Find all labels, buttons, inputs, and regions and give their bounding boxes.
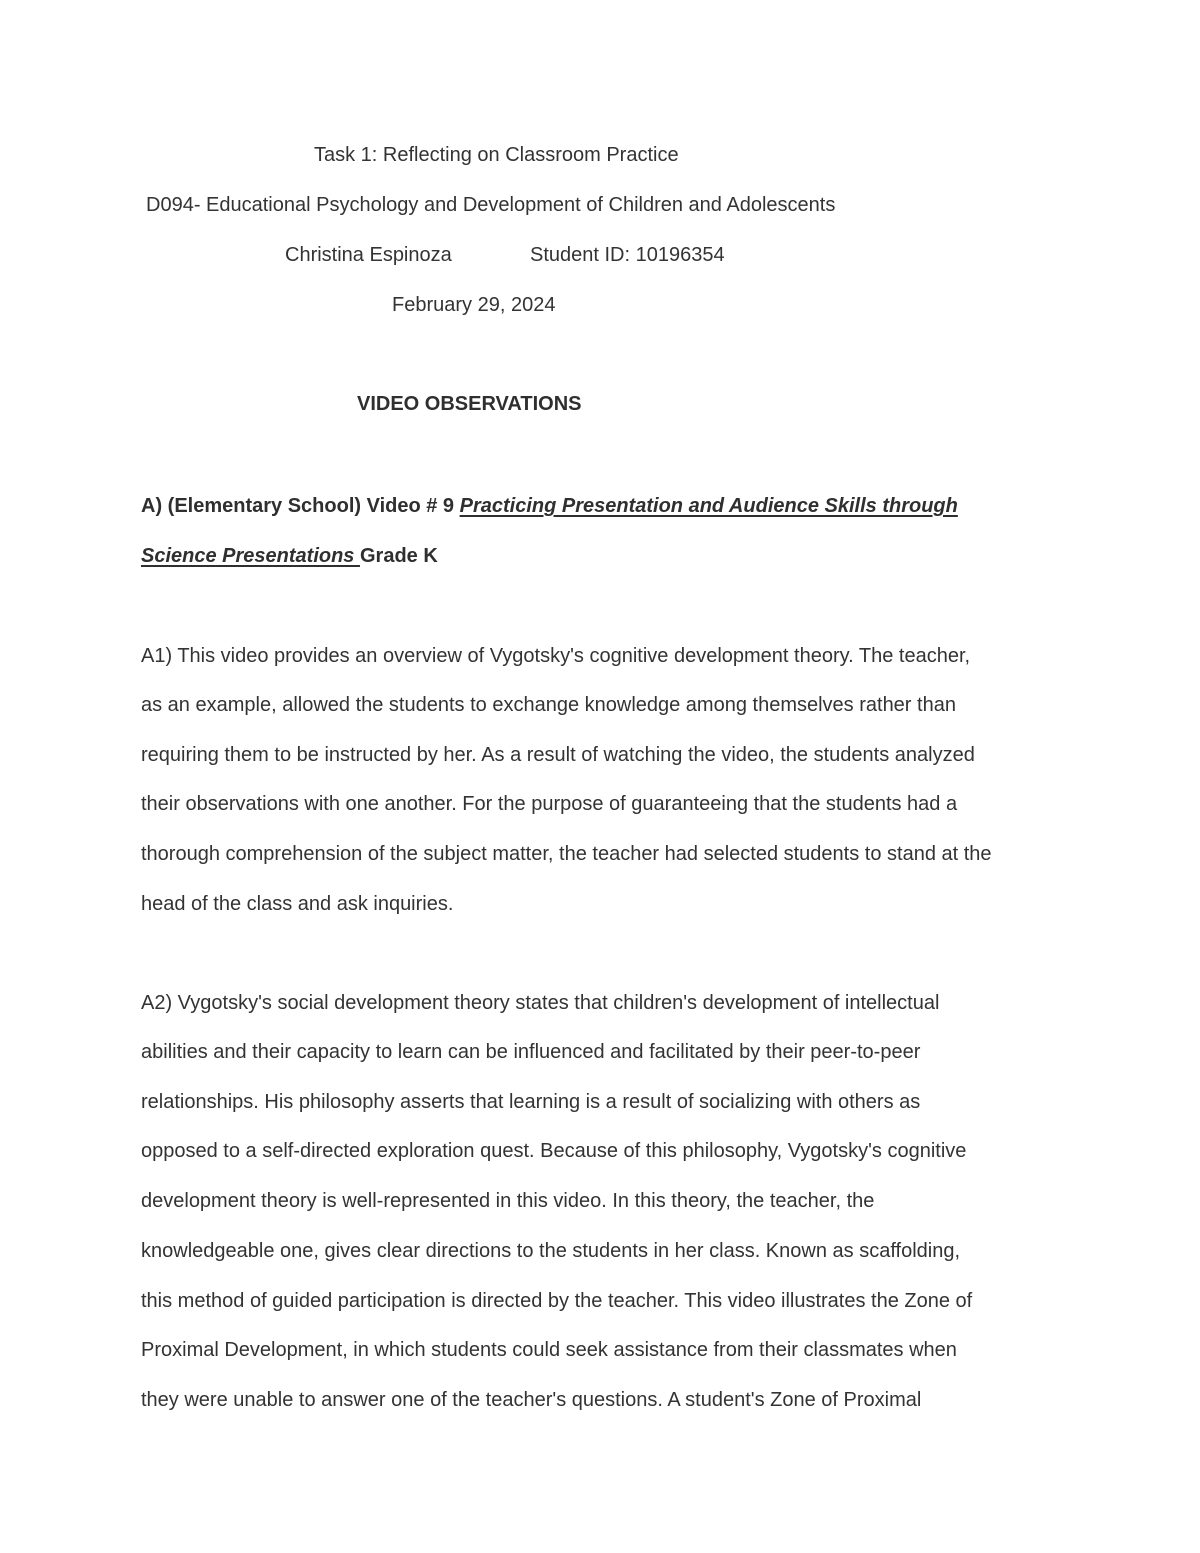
document-date: February 29, 2024 <box>392 294 556 316</box>
paragraph-line: their observations with one another. For the purpose of guaranteeing that the students had a <box>141 793 958 815</box>
video-title-line-1: Practicing Presentation and Audience Skills through <box>459 495 958 517</box>
paragraph-line: Proximal Development, in which students could seek assistance from their classmates when <box>141 1339 957 1361</box>
document-title: Task 1: Reflecting on Classroom Practice <box>314 144 679 166</box>
paragraph-line: requiring them to be instructed by her. As a result of watching the video, the students analyzed <box>141 744 975 766</box>
student-id: Student ID: 10196354 <box>530 244 725 266</box>
paragraph-line: head of the class and ask inquiries. <box>141 893 454 915</box>
course-title: D094- Educational Psychology and Development of Children and Adolescents <box>146 194 836 216</box>
video-heading-prefix: A) (Elementary School) Video # 9 <box>141 495 460 517</box>
paragraph-line: relationships. His philosophy asserts that learning is a result of socializing with others as <box>141 1091 921 1113</box>
paragraph-line: knowledgeable one, gives clear directions to the students in her class. Known as scaffolding, <box>141 1240 961 1262</box>
paragraph-line: abilities and their capacity to learn can be influenced and facilitated by their peer-to-peer <box>141 1041 921 1063</box>
student-name: Christina Espinoza <box>285 244 452 266</box>
paragraph-line: A1) This video provides an overview of Vygotsky's cognitive development theory. The teacher, <box>141 645 971 667</box>
paragraph-line: as an example, allowed the students to exchange knowledge among themselves rather than <box>141 694 956 716</box>
paragraph-line: A2) Vygotsky's social development theory states that children's development of intellectual <box>141 992 940 1014</box>
video-heading-line-2 <box>141 543 438 569</box>
video-title-line-2: Science Presentations <box>141 545 360 567</box>
paragraph-line: thorough comprehension of the subject matter, the teacher had selected students to stand at the <box>141 843 992 865</box>
paragraph-line: development theory is well-represented in this video. In this theory, the teacher, the <box>141 1190 875 1212</box>
section-heading: VIDEO OBSERVATIONS <box>357 393 582 415</box>
video-heading-line-1 <box>141 493 958 519</box>
paragraph-line: this method of guided participation is directed by the teacher. This video illustrates the Zone of <box>141 1290 973 1312</box>
paragraph-line: they were unable to answer one of the teacher's questions. A student's Zone of Proximal <box>141 1389 922 1411</box>
grade-label: Grade K <box>359 545 438 567</box>
paragraph-line: opposed to a self-directed exploration quest. Because of this philosophy, Vygotsky's cognitive <box>141 1140 967 1162</box>
